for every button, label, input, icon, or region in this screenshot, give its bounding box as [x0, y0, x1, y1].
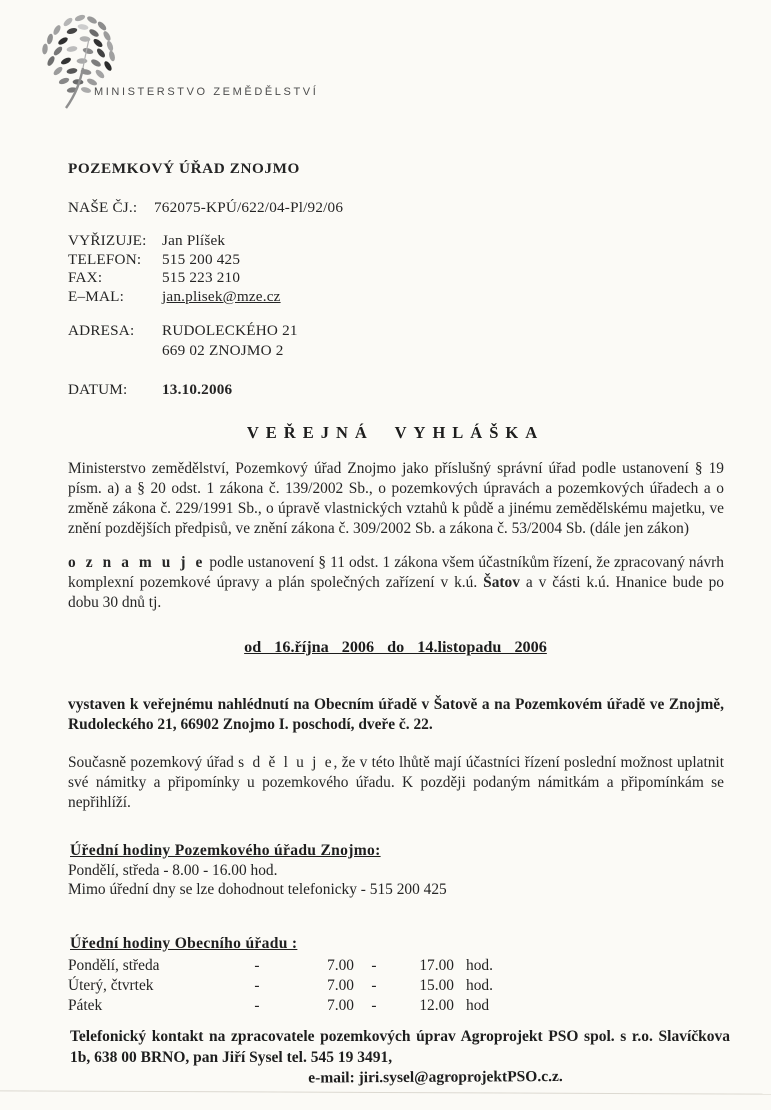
table-row — [68, 976, 493, 996]
to-cell: 17.00 — [419, 957, 454, 974]
day-cell: Úterý, čtvrtek — [68, 977, 154, 995]
ministry-logo — [36, 8, 356, 112]
day-cell: Pátek — [68, 997, 103, 1015]
dash-cell: - — [371, 977, 377, 995]
sep-cell: - — [254, 997, 260, 1015]
paragraph-announcement — [68, 553, 724, 613]
date-value: 13.10.2006 — [162, 381, 233, 398]
reference-number-row — [68, 199, 344, 217]
reference-number-label: NAŠE ČJ.: — [68, 199, 138, 216]
unit-cell: hod. — [466, 977, 493, 995]
to-cell: 15.00 — [419, 977, 454, 995]
hours-land-office-line2: Mimo úřední dny se lze dohodnout telefonicky - 515 200 425 — [68, 881, 447, 898]
hours-land-office-heading: Úřední hodiny Pozemkového úřadu Znojmo: — [70, 842, 381, 859]
table-row — [68, 996, 493, 1016]
contact-block — [68, 232, 281, 306]
address-line2: 669 02 ZNOJMO 2 — [162, 342, 284, 359]
footer-contractor-email: e-mail: jiri.sysel@agroprojektPSO.c.z. — [308, 1067, 563, 1087]
email-value: jan.plisek@mze.cz — [162, 287, 281, 305]
office-name: POZEMKOVÝ ÚŘAD ZNOJMO — [68, 160, 300, 177]
sep-cell: - — [254, 957, 260, 974]
hours-land-office-line1: Pondělí, středa - 8.00 - 16.00 hod. — [68, 862, 278, 879]
from-cell: 7.00 — [327, 997, 354, 1015]
fax-value: 515 223 210 — [162, 269, 241, 287]
contact-row-handler — [68, 232, 226, 251]
address-block — [68, 321, 298, 359]
paragraph-objections — [68, 753, 724, 813]
reference-number-value: 762075-KPÚ/622/04-Pl/92/06 — [154, 199, 344, 216]
objections-text-b: , že v této lhůtě mají účastníci řízení poslední možnost uplatnit své námitky a připomínky u pozemkového úřadu. K později podaným námitkám a připomínkám se nepřihlíží. — [68, 754, 724, 811]
contact-row-fax — [68, 269, 241, 288]
announce-text-b: a v části k.ú. Hnanice bude po dobu 30 dnů tj. — [68, 573, 724, 611]
hours-municipal-office-heading: Úřední hodiny Obecního úřadu : — [70, 935, 298, 952]
display-period — [68, 638, 723, 657]
cadastre-name: Šatov — [483, 573, 520, 591]
sep-cell: - — [254, 977, 260, 995]
to-cell: 12.00 — [419, 997, 454, 1015]
phone-value: 515 200 425 — [162, 250, 241, 268]
fax-label: FAX: — [68, 269, 103, 287]
paragraph-legal-basis: Ministerstvo zemědělství, Pozemkový úřad Znojmo jako příslušný správní úřad podle ustanovení § 19 písm. a) a § 20 odst. 1 zákona č. 139/2002 Sb., o pozemkových úpravách a pozemkových úřadech a o změně zákona č. 229/1991 Sb., o úpravě vlastnických vztahů k půdě a jinému zemědělskému majetku, ve znění pozdějších předpisů, ve znění zákona č. 309/2002 Sb. a zákona č. 53/2004 Sb. (dále jen zákon) — [68, 460, 724, 537]
paragraph-inspection-location: vystaven k veřejnému nahlédnutí na Obecním úřadě v Šatově a na Pozemkovém úřadě ve Znojmě, Rudoleckého 21, 66902 Znojmo I. poschodí, dveře č. 22. — [68, 696, 724, 733]
footer-contractor-contact: Telefonický kontakt na zpracovatele pozemkových úprav Agroprojekt PSO spol. s r.o. Slavíčkova 1b, 638 00 BRNO, pan Jiří Sysel tel. 545 19 3491, — [70, 1028, 730, 1066]
date-label: DATUM: — [68, 381, 128, 398]
contact-row-email — [68, 287, 281, 307]
hours-municipal-office-table — [68, 956, 493, 1017]
address-label: ADRESA: — [68, 322, 135, 339]
handler-label: VYŘIZUJE: — [68, 232, 147, 249]
handler-value: Jan Plíšek — [162, 232, 226, 249]
scan-artifact-line — [0, 1090, 771, 1094]
dash-cell: - — [371, 997, 377, 1015]
document-title: VEŘEJNÁ VYHLÁŠKA — [246, 423, 545, 442]
display-period-text: od 16.října 2006 do 14.listopadu 2006 — [244, 638, 547, 656]
from-cell: 7.00 — [327, 977, 354, 995]
objections-verb: s d ě l u j e — [238, 754, 334, 771]
address-line1: RUDOLECKÉHO 21 — [162, 322, 298, 339]
unit-cell: hod — [466, 997, 490, 1015]
announce-verb: o z n a m u j e — [68, 554, 206, 571]
announce-text-a: podle ustanovení § 11 odst. 1 zákona všem účastníkům řízení, že zpracovaný návrh komplexní pozemkové úpravy a plán společných zařízení v k.ú. — [68, 554, 724, 591]
table-row — [68, 956, 493, 976]
contact-row-phone — [68, 250, 241, 270]
phone-label: TELEFON: — [68, 250, 142, 268]
objections-text-a: Současně pozemkový úřad — [68, 754, 239, 771]
ministry-name-label: MINISTERSTVO ZEMĚDĚLSTVÍ — [94, 86, 319, 98]
email-label: E–MAL: — [68, 287, 125, 305]
date-row — [68, 381, 233, 399]
unit-cell: hod. — [466, 957, 493, 974]
dash-cell: - — [371, 957, 377, 974]
from-cell: 7.00 — [327, 957, 354, 974]
day-cell: Pondělí, středa — [68, 957, 160, 974]
